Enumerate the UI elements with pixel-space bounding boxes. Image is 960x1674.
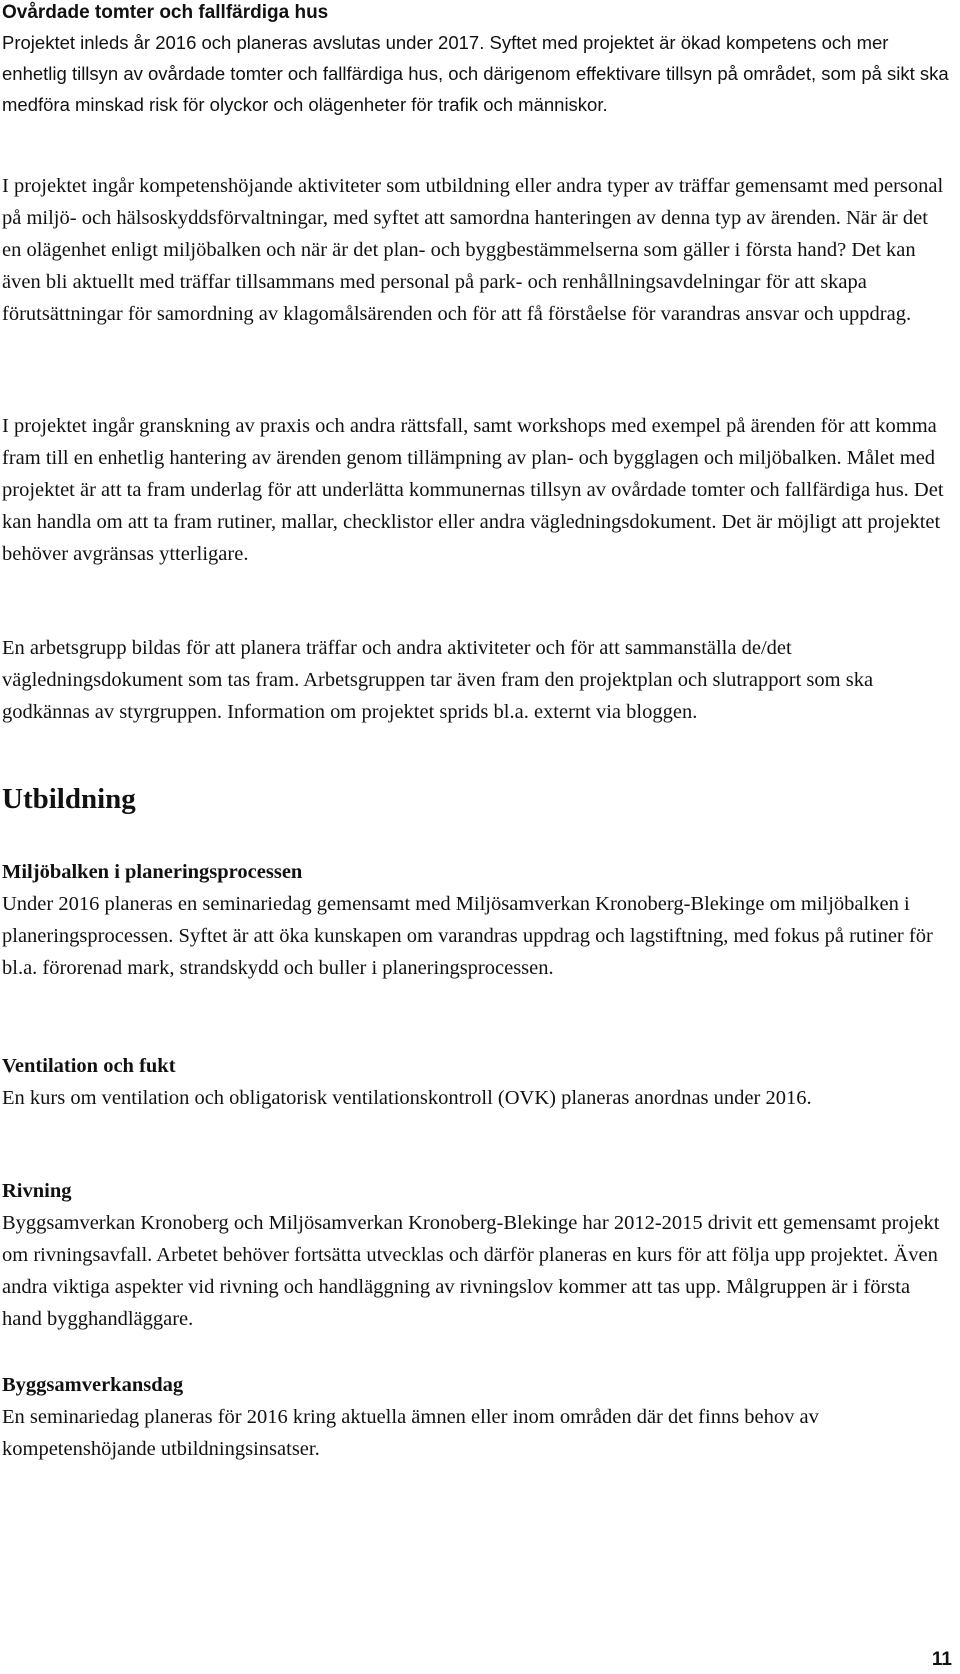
subsection-paragraph: Under 2016 planeras en seminariedag gemensamt med Miljösamverkan Kronoberg-Blekinge om miljöbalken i planeringsprocessen. Syftet är att öka kunskapen om varandras uppdrag och lagstiftning, med fokus på rutiner för bl.a. förorenad mark, strandskydd och buller i planeringsprocessen. <box>2 893 933 979</box>
subsection-heading: Rivning <box>2 1180 72 1202</box>
subsection-heading: Miljöbalken i planeringsprocessen <box>2 861 303 883</box>
subsection-paragraph: En seminariedag planeras för 2016 kring aktuella ämnen eller inom områden där det finns behov av kompetenshöjande utbildningsinsatser. <box>2 1406 819 1460</box>
intro-paragraph: Projektet inleds år 2016 och planeras avslutas under 2017. Syftet med projektet är ökad kompetens och mer enhetlig tillsyn av ovårdade tomter och fallfärdiga hus, och därigenom effektivare tillsyn på området, som på sikt ska medföra minskad risk för olyckor och olägenheter för trafik och människor. <box>2 32 949 115</box>
subsection-paragraph: Byggsamverkan Kronoberg och Miljösamverkan Kronoberg-Blekinge har 2012-2015 drivit ett gemensamt projekt om rivningsavfall. Arbetet behöver fortsätta utvecklas och därför planeras en kurs för att följa upp projektet. Även andra viktiga aspekter vid rivning och handläggning av rivningslov kommer att tas upp. Målgruppen är i första hand bygghandläggare. <box>2 1212 940 1330</box>
page-number: 11 <box>931 1649 952 1670</box>
intro-heading: Ovårdade tomter och fallfärdiga hus <box>2 2 329 23</box>
subsection-heading: Byggsamverkansdag <box>2 1374 184 1396</box>
subsection-heading: Ventilation och fukt <box>2 1055 176 1077</box>
body-paragraph: I projektet ingår kompetenshöjande aktiviteter som utbildning eller andra typer av träffar gemensamt med personal på miljö- och hälsoskyddsförvaltningar, med syftet att samordna hanteringen av denna typ av ärenden. När är det en olägenhet enligt miljöbalken och när är det plan- och byggbestämmelserna som gäller i första hand? Det kan även bli aktuellt med träffar tillsammans med personal på park- och renhållningsavdelningar för att skapa förutsättningar för samordning av klagomålsärenden och för att få förståelse för varandras ansvar och uppdrag. <box>2 175 944 325</box>
body-paragraph: En arbetsgrupp bildas för att planera träffar och andra aktiviteter och för att sammanställa de/det vägledningsdokument som tas fram. Arbetsgruppen tar även fram den projektplan och slutrapport som ska godkännas av styrgruppen. Information om projektet sprids bl.a. externt via bloggen. <box>2 637 874 723</box>
section-title: Utbildning <box>2 783 136 815</box>
subsection-paragraph: En kurs om ventilation och obligatorisk ventilationskontroll (OVK) planeras anordnas under 2016. <box>2 1087 812 1109</box>
body-paragraph: I projektet ingår granskning av praxis och andra rättsfall, samt workshops med exempel på ärenden för att komma fram till en enhetlig hantering av ärenden genom tillämpning av plan- och bygglagen och miljöbalken. Målet med projektet är att ta fram underlag för att underlätta kommunernas tillsyn av ovårdade tomter och fallfärdiga hus. Det kan handla om att ta fram rutiner, mallar, checklistor eller andra vägledningsdokument. Det är möjligt att projektet behöver avgränsas ytterligare. <box>2 415 944 565</box>
